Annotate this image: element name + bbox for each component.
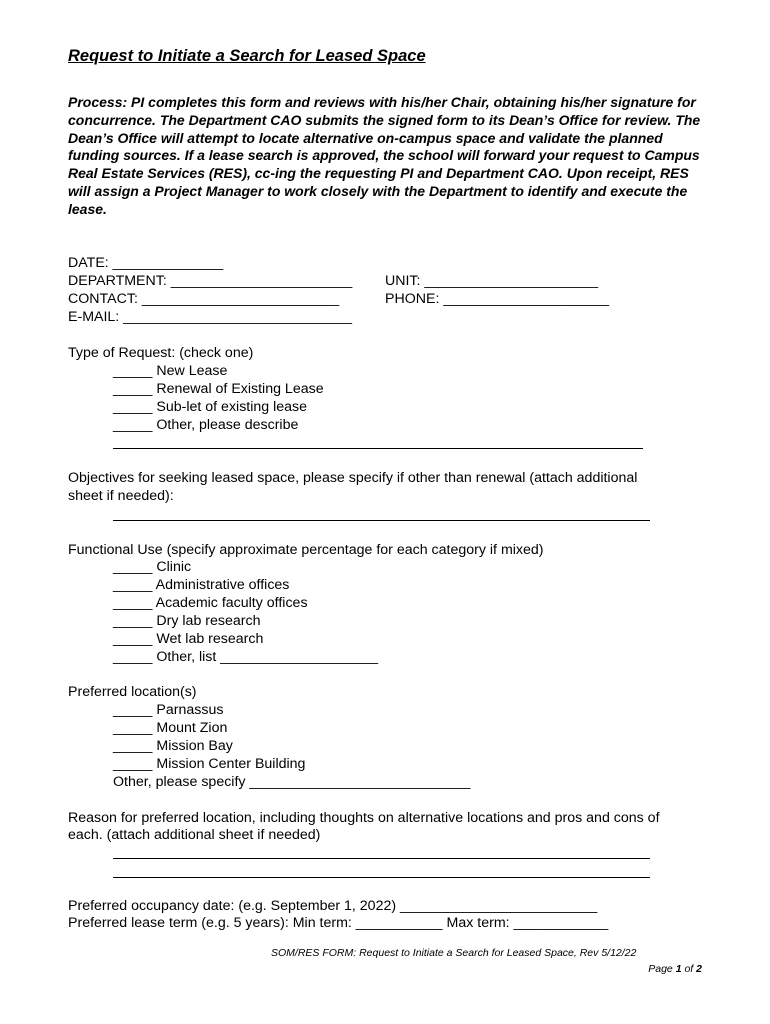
- request-option-new-lease[interactable]: _____ New Lease: [113, 363, 228, 379]
- footer-page-number: [648, 963, 702, 975]
- email-field[interactable]: E-MAIL: _____________________________: [68, 309, 353, 325]
- use-option-other[interactable]: _____ Other, list ____________________: [113, 649, 379, 665]
- location-option-mission-center[interactable]: _____ Mission Center Building: [113, 756, 306, 772]
- use-option-admin-offices[interactable]: _____ Administrative offices: [113, 577, 290, 593]
- request-option-other[interactable]: _____ Other, please describe: [113, 417, 299, 433]
- footer-form-name: SOM/RES FORM: Request to Initiate a Search for Leased Space, Rev 5/12/22: [271, 947, 637, 959]
- request-option-sublet[interactable]: _____ Sub-let of existing lease: [113, 399, 308, 415]
- location-option-mount-zion[interactable]: _____ Mount Zion: [113, 720, 228, 736]
- date-field[interactable]: DATE: ______________: [68, 255, 224, 271]
- use-option-faculty-offices[interactable]: _____ Academic faculty offices: [113, 595, 308, 611]
- page-current: 1: [675, 963, 682, 975]
- location-heading: Preferred location(s): [68, 684, 197, 700]
- page-of-label: of: [684, 963, 694, 975]
- page-total: 2: [696, 963, 702, 975]
- department-field[interactable]: DEPARTMENT: _______________________: [68, 273, 353, 289]
- lease-term-field[interactable]: Preferred lease term (e.g. 5 years): Min term: ___________ Max term: ____________: [68, 915, 609, 931]
- page-title: Request to Initiate a Search for Leased Space: [68, 47, 426, 65]
- objectives-prompt-line2: sheet if needed):: [68, 488, 174, 504]
- location-other-field[interactable]: Other, please specify ____________________________: [113, 774, 471, 790]
- location-option-mission-bay[interactable]: _____ Mission Bay: [113, 738, 233, 754]
- use-option-dry-lab[interactable]: _____ Dry lab research: [113, 613, 261, 629]
- contact-field[interactable]: CONTACT: _________________________: [68, 291, 340, 307]
- phone-field[interactable]: PHONE: _____________________: [385, 291, 610, 307]
- functional-use-heading: Functional Use (specify approximate percentage for each category if mixed): [68, 542, 544, 558]
- occupancy-date-field[interactable]: Preferred occupancy date: (e.g. September 1, 2022) _________________________: [68, 898, 598, 914]
- use-option-wet-lab[interactable]: _____ Wet lab research: [113, 631, 264, 647]
- request-other-description-line[interactable]: [113, 448, 643, 449]
- page-label: Page: [648, 963, 673, 975]
- reason-answer-line-1[interactable]: [113, 858, 650, 859]
- request-option-renewal[interactable]: _____ Renewal of Existing Lease: [113, 381, 324, 397]
- request-type-heading: Type of Request: (check one): [68, 345, 254, 361]
- process-paragraph: [68, 94, 708, 219]
- location-option-parnassus[interactable]: _____ Parnassus: [113, 702, 224, 718]
- reason-prompt-line1: Reason for preferred location, including thoughts on alternative locations and pros and cons of: [68, 810, 660, 826]
- reason-answer-line-2[interactable]: [113, 877, 650, 878]
- reason-prompt-line2: each. (attach additional sheet if needed): [68, 827, 321, 843]
- process-text: Process: PI completes this form and reviews with his/her Chair, obtaining his/her signature for concurrence. The Department CAO submits the signed form to its Dean’s Office for review. The Dean’s Office will attempt to locate alternative on-campus space and validate the planned funding sources. If a lease search is approved, the school will forward your request to Campus Real Estate Services (RES), cc-ing the requesting PI and Department CAO. Upon receipt, RES will assign a Project Manager to work closely with the Department to identify and execute the lease.: [68, 94, 701, 217]
- use-option-clinic[interactable]: _____ Clinic: [113, 559, 192, 575]
- objectives-answer-line[interactable]: [113, 520, 650, 521]
- objectives-prompt-line1: Objectives for seeking leased space, please specify if other than renewal (attach additional: [68, 470, 638, 486]
- unit-field[interactable]: UNIT: ______________________: [385, 273, 598, 289]
